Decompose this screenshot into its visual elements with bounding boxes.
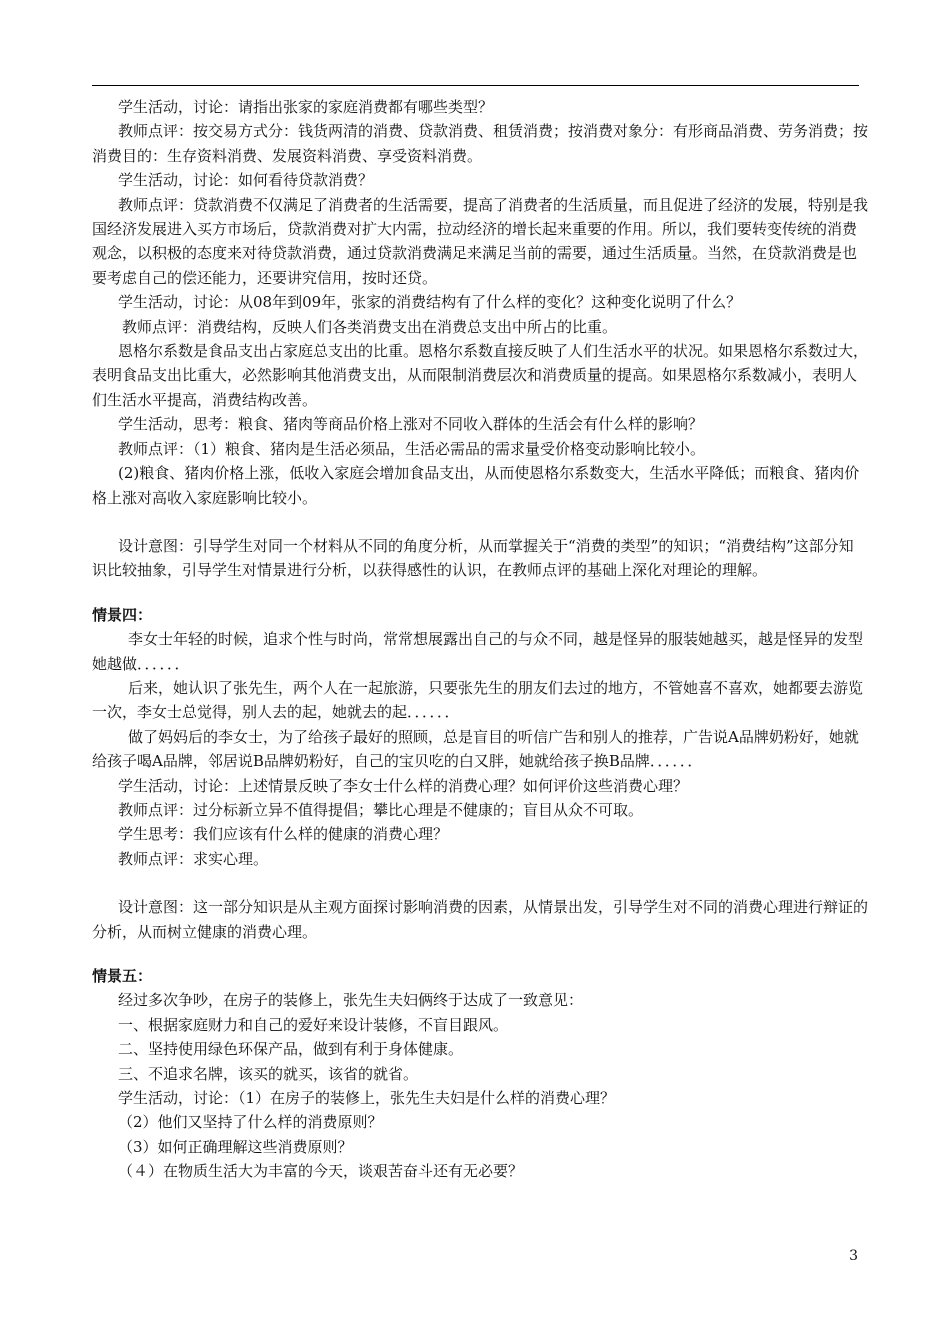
design-intent-paragraph: 设计意图：引导学生对同一个材料从不同的角度分析，从而掌握关于“消费的类型”的知识；“消费结构”这部分知识比较抽象，引导学生对情景进行分析，以获得感性的认识，在教师点评的基础上深化对理论的理解。 — [92, 536, 854, 580]
paragraph: 教师点评：（1）粮食、猪肉是生活必须品，生活必需品的需求量受价格变动影响比较小。 — [118, 439, 706, 458]
document-body — [92, 95, 868, 1184]
paragraph: 学生活动，讨论：（1）在房子的装修上，张先生夫妇是什么样的消费心理？ — [118, 1089, 616, 1108]
list-item: 二、坚持使用绿色环保产品，做到有利于身体健康。 — [118, 1040, 464, 1059]
paragraph: 做了妈妈后的李女士，为了给孩子最好的照顾，总是盲目的听信广告和别人的推荐，广告说A品牌奶粉好，她就给孩子喝A品牌，邻居说B品牌奶粉好，自己的宝贝吃的白又胖，她就给孩子换B品牌．．．．．． — [92, 727, 859, 771]
page-number: 3 — [849, 1248, 858, 1264]
paragraph: (2)粮食、猪肉价格上涨，低收入家庭会增加食品支出，从而使恩格尔系数变大，生活水平降低；而粮食、猪肉价格上涨对高收入家庭影响比较小。 — [92, 464, 860, 507]
section-heading-scene5: 情景五： — [92, 967, 153, 985]
header-rule — [92, 85, 859, 86]
paragraph: 李女士年轻的时候，追求个性与时尚，常常想展露出自己的与众不同，越是怪异的服装她越买，越是怪异的发型她越做．．．．．． — [92, 630, 864, 673]
paragraph: 教师点评：消费结构，反映人们各类消费支出在消费总支出中所占的比重。 — [122, 317, 618, 336]
paragraph: 学生思考：我们应该有什么样的健康的消费心理？ — [118, 825, 449, 844]
paragraph: 后来，她认识了张先生，两个人在一起旅游，只要张先生的朋友们去过的地方，不管她喜不喜欢，她都要去游览一次，李女士总觉得，别人去的起，她就去的起．．．．．． — [92, 678, 864, 722]
paragraph: 学生活动，讨论：如何看待贷款消费？ — [118, 171, 374, 190]
section-heading-scene4: 情景四： — [92, 605, 153, 624]
paragraph: 教师点评：贷款消费不仅满足了消费者的生活需要，提高了消费者的生活质量，而且促进了经济的发展，特别是我国经济发展进入买方市场后，贷款消费对扩大内需，拉动经济的增长起来重要的作用。所以，我们要转变传统的消费观念，以积极的态度来对待贷款消费，通过贷款消费满足来满足当前的需要，通过生活质量。当然，在贷款消费是也要考虑自己的偿还能力，还要讲究信用，按时还贷。 — [92, 195, 869, 287]
paragraph: 学生活动，讨论：从08年到09年，张家的消费结构有了什么样的变化？这种变化说明了什么？ — [118, 293, 742, 312]
paragraph: 学生活动，讨论：上述情景反映了李女士什么样的消费心理？如何评价这些消费心理？ — [118, 776, 689, 795]
paragraph: 学生活动，思考：粮食、猪肉等商品价格上涨对不同收入群体的生活会有什么样的影响？ — [118, 415, 704, 434]
list-item: 一、根据家庭财力和自己的爱好来设计装修，不盲目跟风。 — [118, 1015, 509, 1034]
paragraph: 教师点评：过分标新立异不值得提倡；攀比心理是不健康的；盲目从众不可取。 — [118, 800, 644, 819]
paragraph: 经过多次争吵，在房子的装修上，张先生夫妇俩终于达成了一致意见： — [118, 991, 584, 1010]
design-intent-paragraph: 设计意图：这一部分知识是从主观方面探讨影响消费的因素，从情景出发，引导学生对不同的消费心理进行辩证的分析，从而树立健康的消费心理。 — [92, 898, 869, 941]
paragraph: 教师点评：按交易方式分：钱货两清的消费、贷款消费、租赁消费；按消费对象分：有形商品消费、劳务消费；按消费目的：生存资料消费、发展资料消费、享受资料消费。 — [92, 122, 869, 165]
list-item: （3）如何正确理解这些消费原则？ — [118, 1137, 353, 1156]
paragraph: 教师点评：求实心理。 — [118, 849, 269, 868]
list-item: 三、不追求名牌，该买的就买，该省的就省。 — [118, 1064, 419, 1083]
paragraph: 学生活动，讨论：请指出张家的家庭消费都有哪些类型？ — [118, 98, 494, 116]
paragraph: 恩格尔系数是食品支出占家庭总支出的比重。恩格尔系数直接反映了人们生活水平的状况。如果恩格尔系数过大，表明食品支出比重大，必然影响其他消费支出，从而限制消费层次和消费质量的提高。如果恩格尔系数减小，表明人们生活水平提高，消费结构改善。 — [92, 342, 869, 409]
list-item: （2）他们又坚持了什么样的消费原则？ — [118, 1113, 383, 1132]
list-item: （４）在物质生活大为丰富的今天，谈艰苦奋斗还有无必要？ — [118, 1162, 524, 1181]
